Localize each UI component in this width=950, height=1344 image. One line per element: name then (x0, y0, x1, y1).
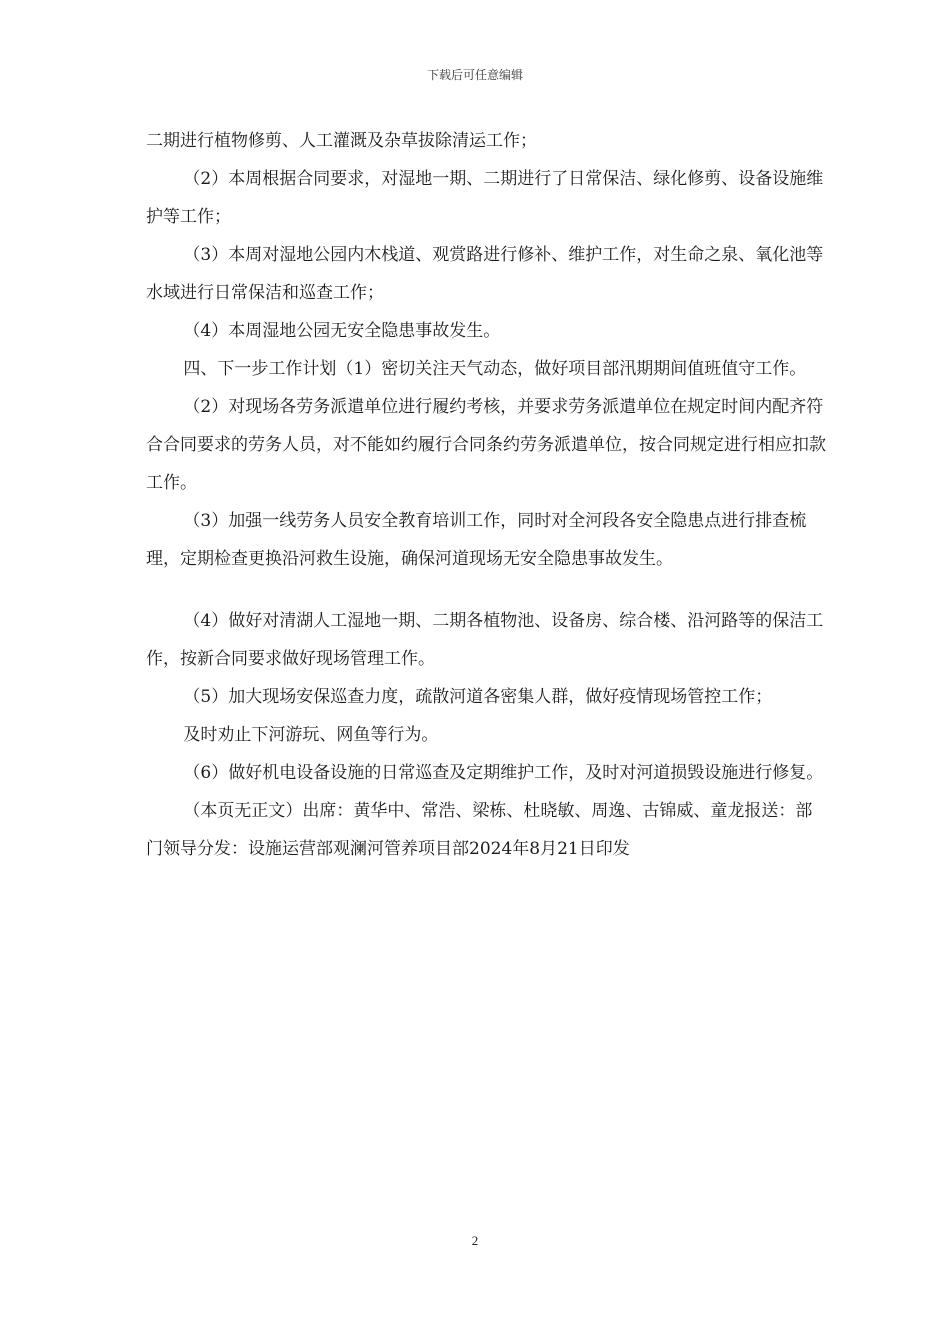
paragraph-plan-2: （2）对现场各劳务派遣单位进行履约考核，并要求劳务派遣单位在规定时间内配齐符合合同要求的劳务人员，对不能如约履行合同条约劳务派遣单位，按合同规定进行相应扣款工作。 (146, 397, 826, 493)
document-body (146, 122, 826, 868)
paragraph-plan-5: （5）加大现场安保巡查力度，疏散河道各密集人群，做好疫情现场管控工作； (183, 687, 773, 707)
paragraph-continuation: 二期进行植物修剪、人工灌溉及杂草拔除清运工作； (146, 131, 537, 151)
paragraph-plan-4: （4）做好对清湖人工湿地一期、二期各植物池、设备房、综合楼、沿河路等的保洁工作，按新合同要求做好现场管理工作。 (146, 611, 824, 669)
paragraph-plan-5-continued: 及时劝止下河游玩、网鱼等行为。 (183, 725, 439, 745)
paragraph-plan-6: （6）做好机电设备设施的日常巡查及定期维护工作，及时对河道损毁设施进行修复。 (183, 763, 824, 783)
paragraph-next-plan: 四、下一步工作计划（1）密切关注天气动态，做好项目部汛期期间值班值守工作。 (183, 359, 807, 379)
paragraph-item-4: （4）本周湿地公园无安全隐患事故发生。 (183, 321, 501, 341)
page-header-note: 下载后可任意编辑 (426, 68, 523, 82)
paragraph-distribution: （本页无正文）出席：黄华中、常浩、梁栋、杜晓敏、周逸、古锦威、童龙报送：部门领导分发：设施运营部观澜河管养项目部2024年8月21日印发 (146, 801, 813, 859)
paragraph-plan-3: （3）加强一线劳务人员安全教育培训工作，同时对全河段各安全隐患点进行排查梳理，定期检查更换沿河救生设施，确保河道现场无安全隐患事故发生。 (146, 511, 807, 569)
paragraph-item-3: （3）本周对湿地公园内木栈道、观赏路进行修补、维护工作，对生命之泉、氧化池等水域进行日常保洁和巡查工作； (146, 245, 824, 303)
page-number: 2 (471, 1233, 479, 1248)
paragraph-item-2: （2）本周根据合同要求，对湿地一期、二期进行了日常保洁、绿化修剪、设备设施维护等工作； (146, 169, 824, 227)
paragraph-gap (146, 578, 826, 602)
